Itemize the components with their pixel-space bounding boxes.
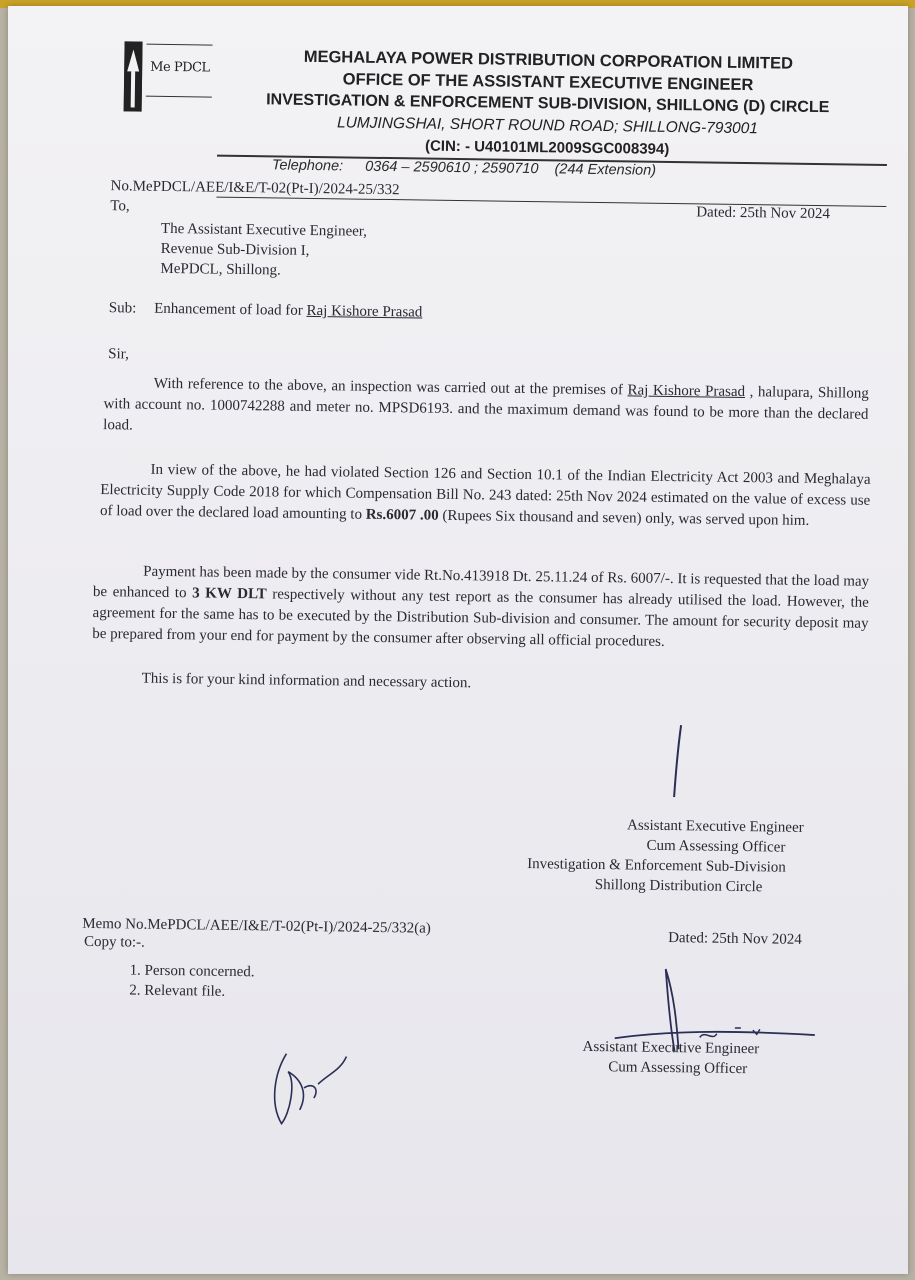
para2-text-a: In view of the above, he had violated Section 126 and Section 10.1 of the Indian Electricity Act 2003 and Meghalaya Electricity Supply Code 2018 for which Compensation Bill No. 243 dated: 25th Nov 2024 estimated on the value of excess use of load over the declared load amounting to <box>99 461 871 523</box>
reference-number: No.MePDCL/AEE/I&E/T-02(Pt-I)/2024-25/332 <box>110 178 400 199</box>
signatory-title: Investigation & Enforcement Sub-Division <box>527 856 786 876</box>
telephone-label: Telephone: <box>271 157 344 175</box>
copy-to-label: Copy to:-. <box>83 933 145 951</box>
company-logo <box>120 39 213 118</box>
memo-signatory-title: Cum Assessing Officer <box>608 1059 748 1078</box>
memo-date: Dated: 25th Nov 2024 <box>668 930 802 948</box>
office-address: LUMJINGSHAI, SHORT ROUND ROAD; SHILLONG-793001 <box>336 114 759 138</box>
letterhead <box>217 45 878 164</box>
letter-page <box>8 6 908 1274</box>
para1-name: Raj Kishore Prasad <box>627 382 746 401</box>
telephone-numbers: 0364 – 2590610 ; 2590710 <box>365 158 539 178</box>
letter-date: Dated: 25th Nov 2024 <box>696 204 831 223</box>
logo-rule-bottom <box>146 96 212 98</box>
logo-mark <box>124 41 143 111</box>
logo-rule-top <box>147 44 213 46</box>
to-label: To, <box>110 198 130 215</box>
recipient-line: Revenue Sub-Division I, <box>160 240 310 259</box>
paragraph-inspection <box>103 373 869 447</box>
para3-load: 3 KW DLT <box>192 585 267 603</box>
signatory-title: Cum Assessing Officer <box>646 837 786 856</box>
para2-amount: Rs.6007 .00 <box>365 506 439 524</box>
para3-text-a: Payment has been made by the consumer vide Rt.No.413918 Dt. 25.11.24 of Rs. 6007/-. It is requested that the load may be enhanced to <box>92 563 870 602</box>
subject-line <box>109 299 423 322</box>
para1-text-b: , halupara, Shillong with account no. 1000742288 and meter no. MPSD6193. and the maximum demand was found to be more than the declared load. <box>103 384 869 434</box>
copy-item: 1. Person concerned. <box>129 962 255 981</box>
closing-line: This is for your kind information and necessary action. <box>141 670 472 692</box>
signatory-title: Assistant Executive Engineer <box>626 817 804 836</box>
subject-text: Enhancement of load for <box>154 300 303 319</box>
memo-signatory-title: Assistant Executive Engineer <box>582 1038 760 1058</box>
letter-sheet <box>8 6 908 1274</box>
paragraph-payment <box>92 561 869 656</box>
signature-mark <box>658 721 699 802</box>
subject-name: Raj Kishore Prasad <box>306 302 423 321</box>
receiver-signature <box>255 1043 356 1134</box>
signatory-title: Shillong Distribution Circle <box>594 876 763 896</box>
company-name: MEGHALAYA POWER DISTRIBUTION CORPORATION LIMITED <box>303 47 794 73</box>
office-name: OFFICE OF THE ASSISTANT EXECUTIVE ENGINEER <box>342 70 754 95</box>
copy-item: 2. Relevant file. <box>129 982 226 1000</box>
telephone-extension: (244 Extension) <box>554 161 657 179</box>
sub-division-name: INVESTIGATION & ENFORCEMENT SUB-DIVISION, SHILLONG (D) CIRCLE <box>266 91 830 117</box>
subject-label: Sub: <box>108 300 137 317</box>
cin-number: (CIN: - U40101ML2009SGC008394) <box>424 137 670 158</box>
memo-number: Memo No.MePDCL/AEE/I&E/T-02(Pt-I)/2024-25/332(a) <box>82 915 431 937</box>
paragraph-violation <box>100 459 871 533</box>
para1-text-a: With reference to the above, an inspection was carried out at the premises of <box>153 375 624 399</box>
para2-text-b: (Rupees Six thousand and seven) only, was served upon him. <box>442 507 810 529</box>
para3-text-b: respectively without any test report as the consumer has already utilised the load. However, the agreement for the same has to be executed by the Distribution Sub-division and consumer. The amount for security deposit may be prepared from your end for payment by the consumer after observing all official procedures. <box>92 586 869 650</box>
recipient-line: MePDCL, Shillong. <box>160 260 281 279</box>
salutation: Sir, <box>108 346 129 363</box>
logo-text: Me PDCL <box>150 59 210 76</box>
recipient-line: The Assistant Executive Engineer, <box>160 220 368 240</box>
